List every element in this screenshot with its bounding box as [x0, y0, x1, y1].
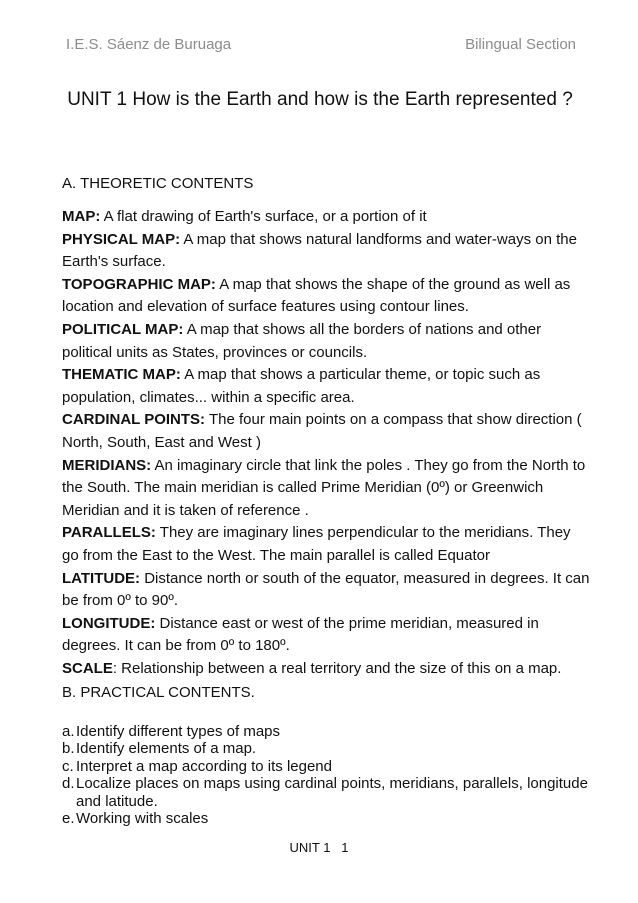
definition-text: A map that shows a particular theme, or topic such as population, climates... within a specific area.	[62, 366, 541, 406]
definition-text: A flat drawing of Earth's surface, or a portion of it	[100, 208, 427, 225]
definition-term: LONGITUDE:	[62, 614, 156, 632]
section-heading-practical: B. PRACTICAL CONTENTS.	[62, 684, 255, 701]
definition-text: An imaginary circle that link the poles . They go from the North to the South. The main meridian is called Prime Meridian (0º) or Greenwich Meridian and it is taken of reference .	[62, 456, 586, 519]
definition-meridians	[62, 455, 590, 523]
page-footer: UNIT 1 1	[289, 840, 349, 855]
definition-text: : Relationship between a real territory and the size of this on a map.	[112, 659, 562, 677]
list-item-text: Identify elements of a map.	[76, 740, 257, 758]
definition-political-map	[62, 319, 590, 364]
list-item-text: Interpret a map according to its legend	[76, 757, 332, 775]
definition-text: Distance north or south of the equator, measured in degrees. It can be from 0º to 90º.	[62, 569, 590, 610]
page-title: UNIT 1 How is the Earth and how is the Earth represented ?	[67, 89, 573, 110]
school-name: I.E.S. Sáenz de Buruaga	[66, 36, 232, 53]
list-item	[62, 775, 590, 810]
definition-physical-map	[62, 229, 590, 274]
list-marker: c.	[62, 757, 74, 775]
definition-map	[62, 206, 590, 229]
list-marker: d.	[62, 775, 75, 793]
definition-text: They are imaginary lines perpendicular to the meridians. They go from the East to the West. The main parallel is called Equator	[62, 524, 571, 564]
list-marker: a.	[62, 723, 75, 740]
definition-term: CARDINAL POINTS:	[62, 411, 206, 429]
definition-thematic-map	[62, 364, 590, 409]
definition-term: LATITUDE:	[62, 569, 141, 587]
list-item	[62, 758, 590, 775]
definition-text: A map that shows all the borders of nations and other political units as States, provinces or councils.	[62, 320, 542, 361]
definition-term: THEMATIC MAP:	[62, 366, 181, 384]
list-marker: b.	[62, 740, 75, 758]
definition-text: A map that shows natural landforms and water-ways on the Earth's surface.	[62, 230, 577, 271]
definition-topographic-map	[62, 274, 590, 319]
list-item	[62, 740, 590, 757]
definition-term: PHYSICAL MAP:	[62, 230, 181, 248]
definition-term: PARALLELS:	[62, 524, 156, 542]
definition-text: A map that shows the shape of the ground as well as location and elevation of surface features using contour lines.	[62, 275, 571, 316]
definition-longitude	[62, 613, 590, 658]
list-item-text: Identify different types of maps	[76, 723, 281, 740]
definition-parallels	[62, 522, 590, 567]
list-item	[62, 810, 590, 827]
section-heading-theoretic: A. THEORETIC CONTENTS	[62, 175, 254, 192]
definition-term: MAP:	[62, 208, 101, 225]
practical-list	[62, 723, 590, 827]
definition-term: POLITICAL MAP:	[62, 320, 184, 338]
definitions-list	[62, 206, 590, 680]
list-marker: e.	[62, 810, 75, 828]
page-header	[66, 36, 576, 56]
definition-cardinal-points	[62, 409, 590, 454]
definition-term: MERIDIANS:	[62, 456, 152, 474]
list-item-text: Localize places on maps using cardinal points, meridians, parallels, longitude and latitude.	[76, 775, 588, 810]
list-item-text: Working with scales	[76, 810, 209, 828]
definition-term: TOPOGRAPHIC MAP:	[62, 275, 216, 293]
section-name: Bilingual Section	[465, 36, 576, 53]
definition-scale	[62, 658, 590, 681]
definition-text: Distance east or west of the prime meridian, measured in degrees. It can be from 0º to 180º.	[62, 614, 539, 655]
definition-text: The four main points on a compass that show direction ( North, South, East and West )	[62, 411, 582, 451]
list-item	[62, 723, 590, 740]
definition-term: SCALE	[62, 659, 113, 677]
definition-latitude	[62, 568, 590, 613]
